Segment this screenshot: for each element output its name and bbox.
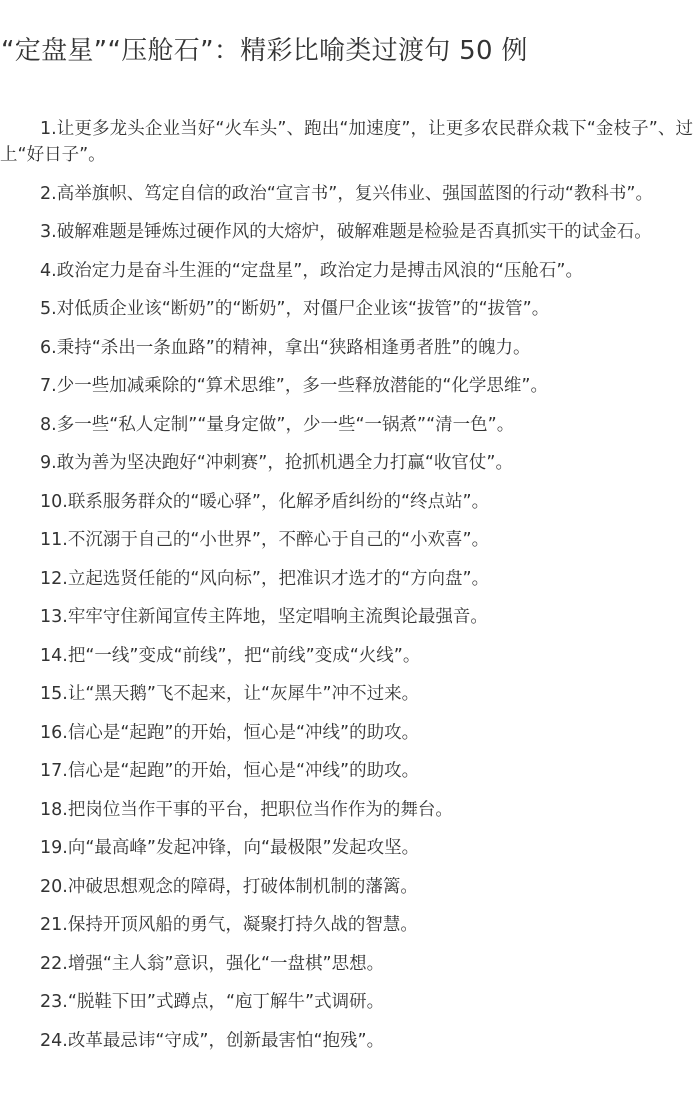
list-item: 6.秉持“杀出一条血路”的精神，拿出“狭路相逢勇者胜”的魄力。 [40,337,531,358]
article-title: “定盘星”“压舱石”：精彩比喻类过渡句 50 例 [1,36,528,66]
list-item: 17.信心是“起跑”的开始，恒心是“冲线”的助攻。 [40,761,420,781]
item-list [0,116,693,1066]
list-item: 3.破解难题是锤炼过硬作风的大熔炉，破解难题是检验是否真抓实干的试金石。 [40,222,652,242]
list-item: 5.对低质企业该“断奶”的“断奶”，对僵尸企业该“拔管”的“拔管”。 [40,299,550,319]
list-item: 18.把岗位当作干事的平台，把职位当作作为的舞台。 [40,799,453,820]
list-item: 8.多一些“私人定制”“量身定做”，少一些“一锅煮”“清一色”。 [40,414,515,435]
list-item: 20.冲破思想观念的障碍，打破体制机制的藩篱。 [40,876,418,897]
list-item: 4.政治定力是奋斗生涯的“定盘星”，政治定力是搏击风浪的“压舱石”。 [40,260,583,281]
list-item: 22.增强“主人翁”意识，强化“一盘棋”思想。 [40,953,385,974]
list-item: 21.保持开顶风船的勇气，凝聚打持久战的智慧。 [40,915,418,935]
list-item: 19.向“最高峰”发起冲锋，向“最极限”发起攻坚。 [40,838,420,858]
list-item: 15.让“黑天鹅”飞不起来，让“灰犀牛”冲不过来。 [40,684,420,704]
list-item: 24.改革最忌讳“守成”，创新最害怕“抱残”。 [40,1030,385,1051]
list-item: 13.牢牢守住新闻宣传主阵地，坚定唱响主流舆论最强音。 [40,607,488,627]
list-item: 16.信心是“起跑”的开始，恒心是“冲线”的助攻。 [40,722,420,743]
list-item: 23.“脱鞋下田”式蹲点，“庖丁解牛”式调研。 [40,992,385,1012]
list-item: 9.敢为善为坚决跑好“冲刺赛”，抢抓机遇全力打赢“收官仗”。 [40,453,513,473]
list-item: 7.少一些加减乘除的“算术思维”，多一些释放潜能的“化学思维”。 [40,376,548,396]
list-item: 11.不沉溺于自己的“小世界”，不醉心于自己的“小欢喜”。 [40,530,490,550]
list-item: 12.立起选贤任能的“风向标”，把准识才选才的“方向盘”。 [40,568,490,589]
list-item: 1.让更多龙头企业当好“火车头”、跑出“加速度”，让更多农民群众栽下“金枝子”、过上“好日子”。 [0,119,693,165]
list-item: 10.联系服务群众的“暖心驿”，化解矛盾纠纷的“终点站”。 [40,491,490,512]
list-item: 2.高举旗帜、笃定自信的政治“宣言书”，复兴伟业、强国蓝图的行动“教科书”。 [40,183,653,204]
list-item: 14.把“一线”变成“前线”，把“前线”变成“火线”。 [40,645,421,666]
